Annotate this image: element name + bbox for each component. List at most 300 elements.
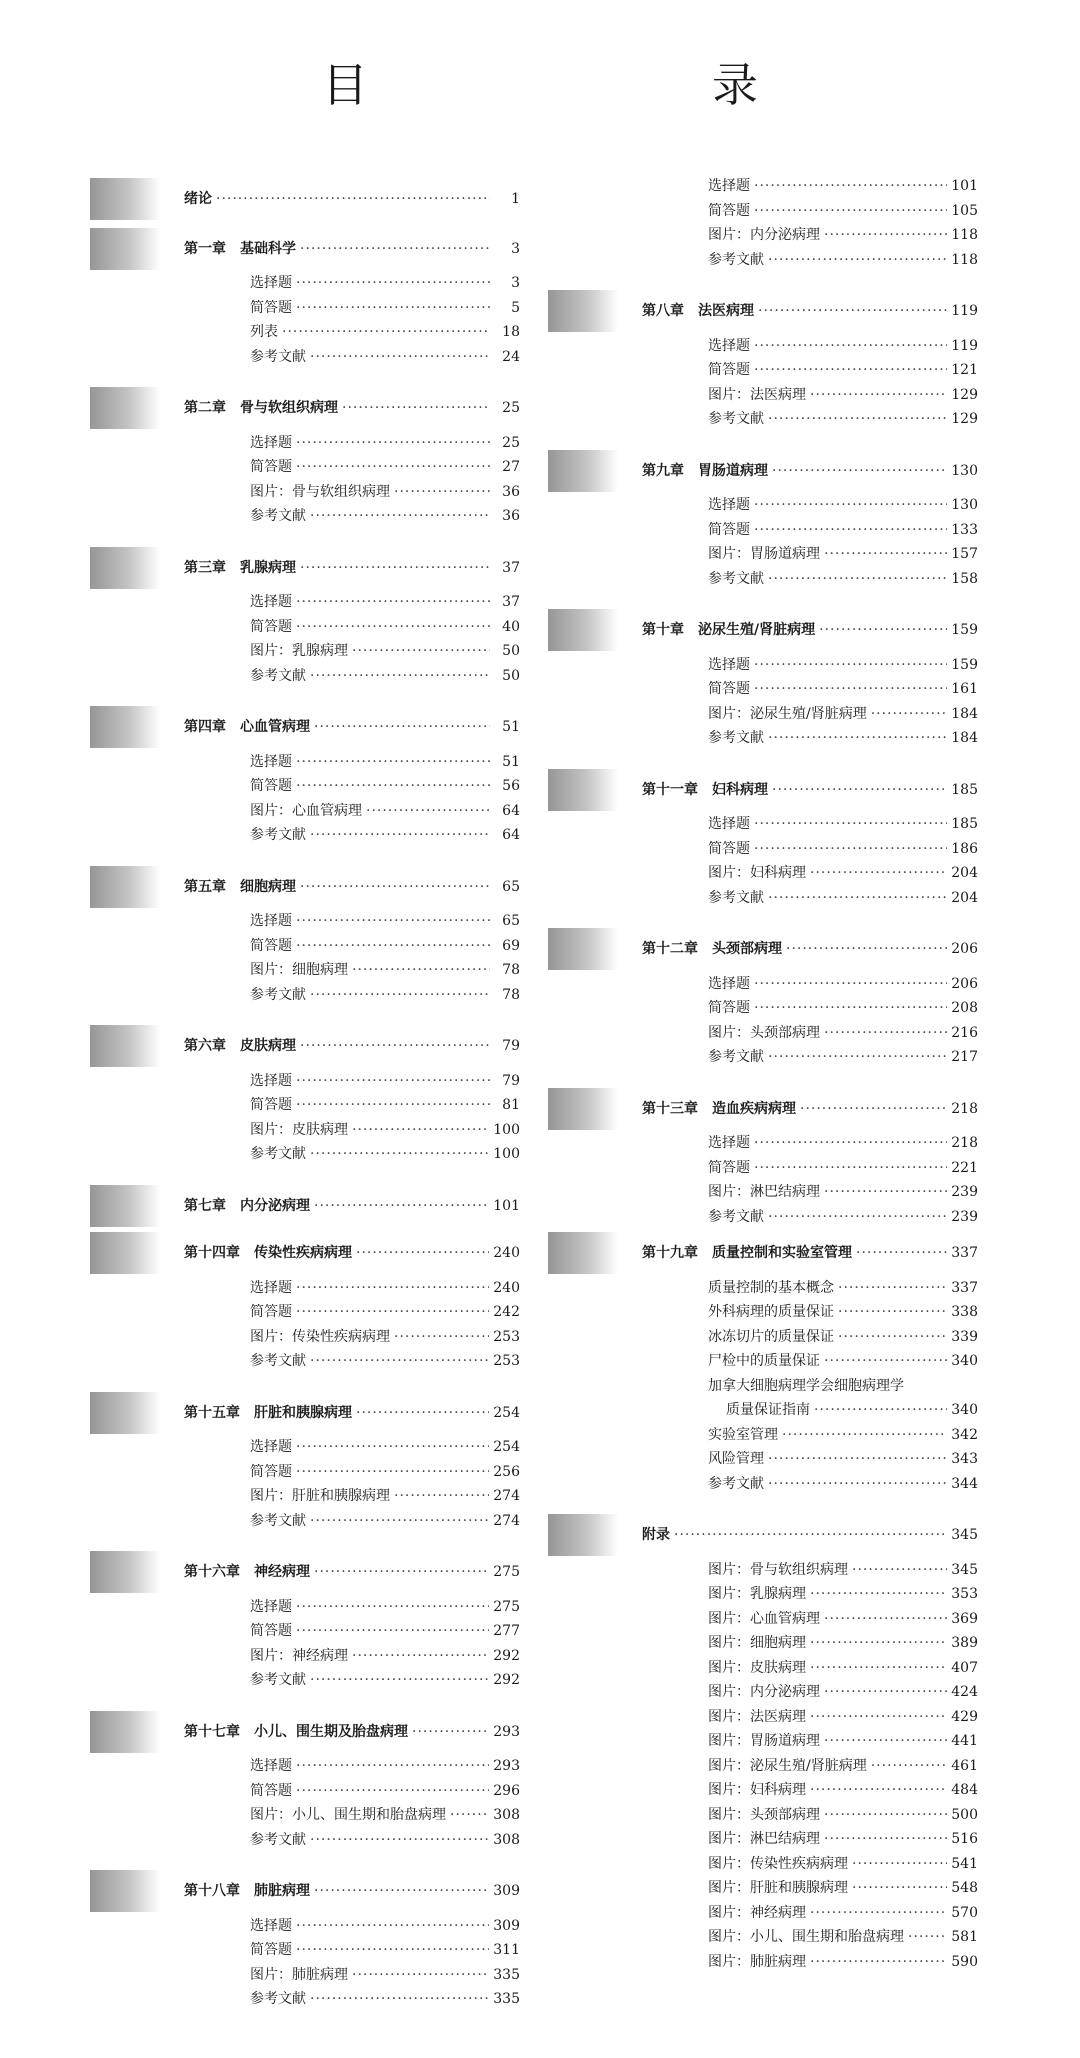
- page-number: 309: [493, 1917, 520, 1934]
- section-title: 参考文献: [708, 730, 764, 746]
- leader-dots: [768, 407, 947, 432]
- section-entry[interactable]: [90, 504, 520, 529]
- section-entry[interactable]: [90, 1963, 520, 1988]
- chapter-group: [90, 1232, 520, 1376]
- chapter-entry[interactable]: [548, 290, 978, 324]
- leader-dots: [296, 590, 490, 615]
- page-number: 292: [493, 1672, 520, 1688]
- section-title: 简答题: [250, 459, 292, 475]
- section-title: 简答题: [708, 1000, 750, 1016]
- section-title: 选择题: [708, 816, 750, 832]
- section-title: 选择题: [250, 275, 292, 291]
- section-entry[interactable]: [90, 480, 520, 505]
- chapter-entry[interactable]: [90, 1551, 520, 1585]
- leader-dots: [824, 1180, 947, 1205]
- section-list: [90, 421, 520, 531]
- section-entry[interactable]: [548, 1607, 978, 1632]
- section-entry[interactable]: [548, 1754, 978, 1779]
- section-title: 图片：传染性疾病病理: [708, 1855, 848, 1872]
- section-list: [548, 174, 978, 274]
- chapter-entry[interactable]: [548, 928, 978, 962]
- chapter-entry[interactable]: [90, 1711, 520, 1745]
- section-list: [548, 1266, 978, 1499]
- section-title: 图片：小儿、围生期和胎盘病理: [708, 1929, 904, 1945]
- page-number: 293: [493, 1758, 520, 1774]
- page-number: 118: [951, 227, 978, 243]
- section-entry[interactable]: [548, 1398, 978, 1423]
- section-entry[interactable]: [548, 1558, 978, 1583]
- leader-dots: [674, 1523, 947, 1548]
- toc-column-3: [90, 1232, 520, 2014]
- page-number: 206: [951, 941, 978, 957]
- section-title: 冰冻切片的质量保证: [708, 1328, 834, 1345]
- section-entry[interactable]: [548, 1374, 978, 1399]
- leader-dots: [768, 567, 947, 592]
- section-title: 简答题: [250, 1463, 292, 1480]
- section-entry[interactable]: [90, 1435, 520, 1460]
- section-entry[interactable]: [548, 407, 978, 432]
- page-number: 337: [951, 1245, 978, 1261]
- section-entry[interactable]: [548, 493, 978, 518]
- section-list: [548, 1548, 978, 1977]
- chapter-group: [548, 769, 978, 913]
- leader-dots: [310, 1509, 489, 1534]
- leader-dots: [810, 1656, 947, 1681]
- page-number: 424: [951, 1684, 978, 1700]
- chapter-title: 皮肤病理: [240, 1038, 296, 1054]
- section-list: [548, 483, 978, 593]
- page-number: 129: [951, 386, 978, 403]
- page-number: 240: [493, 1279, 520, 1296]
- section-title: 图片：泌尿生殖/肾脏病理: [708, 1757, 867, 1774]
- section-entry[interactable]: [90, 1619, 520, 1644]
- leader-dots: [296, 1914, 489, 1939]
- leader-dots: [754, 653, 947, 678]
- section-entry[interactable]: [548, 1925, 978, 1950]
- section-title: 图片：头颈部病理: [708, 1024, 820, 1041]
- section-entry[interactable]: [548, 1300, 978, 1325]
- leader-dots: [754, 972, 947, 997]
- page-number: 185: [951, 816, 978, 832]
- chapter-entry[interactable]: [548, 450, 978, 484]
- leader-dots: [824, 223, 947, 248]
- leader-dots: [296, 1093, 490, 1118]
- leader-dots: [810, 1631, 947, 1656]
- section-entry[interactable]: [90, 431, 520, 456]
- leader-dots: [314, 1879, 489, 1904]
- section-entry[interactable]: [90, 1595, 520, 1620]
- section-entry[interactable]: [548, 1045, 978, 1070]
- section-title: 选择题: [708, 1135, 750, 1151]
- page-number: 389: [951, 1635, 978, 1651]
- section-entry[interactable]: [548, 1680, 978, 1705]
- section-entry[interactable]: [90, 823, 520, 848]
- chapter-entry[interactable]: [90, 178, 520, 212]
- section-title: 选择题: [250, 1917, 292, 1934]
- section-entry[interactable]: [90, 1276, 520, 1301]
- section-entry[interactable]: [548, 1656, 978, 1681]
- page-number: 5: [511, 299, 520, 316]
- section-title: 参考文献: [250, 1831, 306, 1848]
- chapter-title: 附录: [642, 1527, 670, 1543]
- page-number: 340: [951, 1402, 978, 1418]
- section-entry[interactable]: [548, 1447, 978, 1472]
- section-title: 简答题: [250, 1304, 292, 1320]
- section-entry[interactable]: [548, 223, 978, 248]
- section-entry[interactable]: [90, 1142, 520, 1167]
- page-number: 208: [951, 1000, 978, 1016]
- leader-dots: [450, 1803, 489, 1828]
- section-entry[interactable]: [548, 334, 978, 359]
- leader-dots: [296, 615, 490, 640]
- section-title: 图片：神经病理: [250, 1647, 348, 1664]
- section-entry[interactable]: [548, 812, 978, 837]
- section-entry[interactable]: [90, 1779, 520, 1804]
- leader-dots: [768, 1447, 947, 1472]
- section-title: 实验室管理: [708, 1426, 778, 1443]
- section-entry[interactable]: [90, 271, 520, 296]
- section-entry[interactable]: [90, 1914, 520, 1939]
- chapter-group: [548, 290, 978, 434]
- section-title: 选择题: [250, 1439, 292, 1455]
- section-entry[interactable]: [548, 726, 978, 751]
- section-entry[interactable]: [548, 1778, 978, 1803]
- page-number: 40: [502, 618, 520, 635]
- chapter-entry[interactable]: [548, 1088, 978, 1122]
- section-title: 选择题: [708, 975, 750, 992]
- leader-dots: [754, 199, 947, 224]
- page-number: 3: [511, 275, 520, 291]
- section-entry[interactable]: [90, 1300, 520, 1325]
- section-entry[interactable]: [90, 1828, 520, 1853]
- section-entry[interactable]: [90, 1093, 520, 1118]
- section-entry[interactable]: [548, 1631, 978, 1656]
- section-entry[interactable]: [548, 199, 978, 224]
- section-entry[interactable]: [548, 358, 978, 383]
- section-entry[interactable]: [90, 1460, 520, 1485]
- section-entry[interactable]: [548, 1131, 978, 1156]
- leader-dots: [856, 1241, 947, 1266]
- section-entry[interactable]: [548, 1582, 978, 1607]
- page-number: 253: [493, 1328, 520, 1345]
- section-entry[interactable]: [548, 1827, 978, 1852]
- chapter-entry[interactable]: [90, 1392, 520, 1426]
- leader-dots: [314, 1194, 489, 1219]
- leader-dots: [754, 812, 947, 837]
- leader-dots: [314, 1560, 489, 1585]
- section-list: [90, 1266, 520, 1376]
- section-entry[interactable]: [548, 972, 978, 997]
- section-entry[interactable]: [90, 455, 520, 480]
- page-number: 101: [493, 1197, 520, 1214]
- section-entry[interactable]: [90, 1668, 520, 1693]
- section-entry[interactable]: [90, 1509, 520, 1534]
- section-entry[interactable]: [90, 296, 520, 321]
- leader-dots: [908, 1925, 947, 1950]
- chapter-title: 头颈部病理: [712, 941, 782, 957]
- section-entry[interactable]: [548, 996, 978, 1021]
- section-list: [90, 1425, 520, 1535]
- page-number: 100: [493, 1146, 520, 1162]
- section-entry[interactable]: [548, 1423, 978, 1448]
- page-number: 254: [493, 1439, 520, 1455]
- section-entry[interactable]: [90, 909, 520, 934]
- leader-dots: [296, 1754, 489, 1779]
- section-title: 图片：骨与软组织病理: [708, 1561, 848, 1578]
- chapter-entry[interactable]: [548, 1514, 978, 1548]
- page-number: 184: [951, 705, 978, 722]
- section-entry[interactable]: [548, 1803, 978, 1828]
- page-number: 516: [951, 1831, 978, 1847]
- section-entry[interactable]: [90, 799, 520, 824]
- chapter-entry[interactable]: [548, 609, 978, 643]
- section-entry[interactable]: [90, 934, 520, 959]
- page-number: 81: [502, 1097, 520, 1113]
- leader-dots: [352, 1644, 489, 1669]
- section-entry[interactable]: [90, 983, 520, 1008]
- section-list: [548, 643, 978, 753]
- section-entry[interactable]: [90, 774, 520, 799]
- chapter-entry[interactable]: [90, 706, 520, 740]
- page-number: 100: [493, 1121, 520, 1138]
- section-entry[interactable]: [90, 1938, 520, 1963]
- section-entry[interactable]: [548, 1205, 978, 1230]
- section-title: 简答题: [708, 362, 750, 378]
- section-title: 图片：细胞病理: [250, 962, 348, 978]
- section-entry[interactable]: [548, 567, 978, 592]
- section-entry[interactable]: [90, 664, 520, 689]
- page-number: 345: [951, 1527, 978, 1543]
- section-entry[interactable]: [548, 1901, 978, 1926]
- leader-dots: [871, 702, 948, 727]
- page-number: 581: [951, 1929, 978, 1945]
- chapter-title: 肝脏和胰腺病理: [254, 1404, 352, 1421]
- leader-dots: [314, 715, 490, 740]
- section-title: 图片：淋巴结病理: [708, 1831, 820, 1847]
- section-entry[interactable]: [548, 1325, 978, 1350]
- section-entry[interactable]: [548, 1729, 978, 1754]
- chapter-group: [90, 866, 520, 1010]
- page-number: 274: [493, 1488, 520, 1504]
- section-entry[interactable]: [90, 639, 520, 664]
- section-entry[interactable]: [90, 345, 520, 370]
- section-entry[interactable]: [548, 1705, 978, 1730]
- leader-dots: [296, 1779, 489, 1804]
- chapter-group: [90, 1392, 520, 1536]
- page-number: 218: [951, 1135, 978, 1151]
- section-title: 参考文献: [708, 251, 764, 268]
- page-number: 184: [951, 730, 978, 746]
- page-number: 50: [502, 643, 520, 659]
- page-number: 345: [951, 1561, 978, 1578]
- section-title: 简答题: [708, 840, 750, 857]
- section-entry[interactable]: [90, 1987, 520, 2012]
- leader-dots: [824, 542, 947, 567]
- chapter-entry[interactable]: [90, 1185, 520, 1219]
- chapter-number: 第二章: [184, 400, 226, 416]
- section-entry[interactable]: [548, 383, 978, 408]
- chapter-entry[interactable]: [90, 866, 520, 900]
- section-entry[interactable]: [548, 518, 978, 543]
- leader-dots: [810, 1705, 947, 1730]
- page-number: 159: [951, 656, 978, 673]
- leader-dots: [296, 271, 490, 296]
- section-entry[interactable]: [90, 320, 520, 345]
- chapter-number: 第九章: [642, 462, 684, 479]
- chapter-entry[interactable]: [90, 387, 520, 421]
- section-entry[interactable]: [90, 1325, 520, 1350]
- leader-dots: [810, 861, 947, 886]
- section-entry[interactable]: [548, 653, 978, 678]
- page-number: 242: [493, 1304, 520, 1320]
- section-entry[interactable]: [548, 1021, 978, 1046]
- page-number: 548: [951, 1880, 978, 1896]
- section-entry[interactable]: [90, 1349, 520, 1374]
- section-entry[interactable]: [548, 1950, 978, 1975]
- section-entry[interactable]: [90, 1644, 520, 1669]
- leader-dots: [296, 1300, 489, 1325]
- chapter-group: [90, 387, 520, 531]
- page-number: 69: [502, 937, 520, 954]
- page-number: 129: [951, 411, 978, 427]
- section-title: 参考文献: [708, 889, 764, 906]
- section-entry[interactable]: [548, 248, 978, 273]
- section-entry[interactable]: [90, 615, 520, 640]
- section-title: 参考文献: [250, 1353, 306, 1369]
- leader-dots: [754, 996, 947, 1021]
- page-number: 407: [951, 1659, 978, 1676]
- page-number: 105: [951, 202, 978, 219]
- chapter-entry[interactable]: [90, 547, 520, 581]
- leader-dots: [394, 480, 490, 505]
- chapter-number: 第四章: [184, 719, 226, 735]
- section-title: 简答题: [708, 681, 750, 697]
- leader-dots: [754, 493, 947, 518]
- leader-dots: [282, 320, 490, 345]
- leader-dots: [310, 1142, 489, 1167]
- section-title: 参考文献: [250, 1672, 306, 1688]
- section-entry[interactable]: [548, 1349, 978, 1374]
- chapter-title: 神经病理: [254, 1564, 310, 1580]
- section-title: 图片：胃肠道病理: [708, 546, 820, 562]
- section-entry[interactable]: [548, 677, 978, 702]
- section-title: 图片：淋巴结病理: [708, 1184, 820, 1200]
- section-entry[interactable]: [548, 1876, 978, 1901]
- section-entry[interactable]: [90, 958, 520, 983]
- section-entry[interactable]: [90, 1484, 520, 1509]
- page-number: 484: [951, 1782, 978, 1798]
- section-title: 选择题: [250, 1072, 292, 1089]
- section-entry[interactable]: [548, 1156, 978, 1181]
- section-title: 选择题: [250, 1758, 292, 1774]
- section-list: [90, 261, 520, 371]
- page-number: 337: [951, 1279, 978, 1296]
- leader-dots: [758, 299, 947, 324]
- leader-dots: [310, 1987, 489, 2012]
- chapter-entry[interactable]: [90, 1025, 520, 1059]
- section-entry[interactable]: [548, 837, 978, 862]
- section-title: 图片：妇科病理: [708, 1782, 806, 1798]
- section-entry[interactable]: [548, 1276, 978, 1301]
- page-number: 461: [951, 1757, 978, 1774]
- chapter-entry[interactable]: [548, 1232, 978, 1266]
- chapter-number: 第十五章: [184, 1404, 240, 1421]
- chapter-entry[interactable]: [548, 769, 978, 803]
- page-number: 121: [951, 362, 978, 378]
- section-entry[interactable]: [548, 1852, 978, 1877]
- chapter-entry[interactable]: [90, 228, 520, 262]
- leader-dots: [394, 1325, 489, 1350]
- leader-dots: [216, 187, 490, 212]
- chapter-group: [548, 609, 978, 753]
- chapter-number: 第十章: [642, 622, 684, 638]
- page-number: 292: [493, 1647, 520, 1664]
- chapter-number: 第十六章: [184, 1564, 240, 1580]
- section-entry[interactable]: [548, 1472, 978, 1497]
- section-entry[interactable]: [548, 174, 978, 199]
- leader-dots: [296, 1938, 489, 1963]
- leader-dots: [782, 1423, 947, 1448]
- section-title: 加拿大细胞病理学会细胞病理学: [708, 1377, 904, 1394]
- page-number: 130: [951, 497, 978, 513]
- page-number: 25: [502, 400, 520, 416]
- chapter-title: 胃肠道病理: [698, 462, 768, 479]
- section-title: 简答题: [708, 521, 750, 538]
- section-title: 参考文献: [708, 411, 764, 427]
- chapter-title: 法医病理: [698, 303, 754, 319]
- section-title: 选择题: [250, 753, 292, 770]
- section-title: 参考文献: [708, 1475, 764, 1492]
- page-number: 309: [493, 1883, 520, 1899]
- leader-dots: [754, 837, 947, 862]
- chapter-entry[interactable]: [90, 1232, 520, 1266]
- section-entry[interactable]: [548, 1180, 978, 1205]
- leader-dots: [810, 1950, 947, 1975]
- section-entry[interactable]: [90, 1118, 520, 1143]
- page-number: 101: [951, 178, 978, 194]
- page-number: 308: [493, 1831, 520, 1848]
- leader-dots: [824, 1349, 947, 1374]
- section-title: 简答题: [250, 299, 292, 316]
- page-number: 570: [951, 1904, 978, 1921]
- section-title: 图片：内分泌病理: [708, 227, 820, 243]
- chapter-number: 第十八章: [184, 1883, 240, 1899]
- leader-dots: [310, 345, 490, 370]
- section-list: [90, 1059, 520, 1169]
- page-number: 296: [493, 1782, 520, 1799]
- section-entry[interactable]: [90, 750, 520, 775]
- leader-dots: [356, 1401, 489, 1426]
- section-title: 图片：法医病理: [708, 1708, 806, 1725]
- section-title: 图片：法医病理: [708, 386, 806, 403]
- page-number: 216: [951, 1024, 978, 1041]
- page-number: 24: [502, 348, 520, 365]
- section-title: 参考文献: [708, 1208, 764, 1225]
- section-entry[interactable]: [548, 702, 978, 727]
- section-entry[interactable]: [90, 1754, 520, 1779]
- section-title: 图片：内分泌病理: [708, 1684, 820, 1700]
- section-entry[interactable]: [548, 861, 978, 886]
- leader-dots: [800, 1097, 947, 1122]
- section-entry[interactable]: [90, 1803, 520, 1828]
- chapter-entry[interactable]: [90, 1870, 520, 1904]
- section-entry[interactable]: [90, 1069, 520, 1094]
- section-entry[interactable]: [90, 590, 520, 615]
- leader-dots: [852, 1876, 947, 1901]
- section-entry[interactable]: [548, 542, 978, 567]
- section-entry[interactable]: [548, 886, 978, 911]
- section-list: [90, 1585, 520, 1695]
